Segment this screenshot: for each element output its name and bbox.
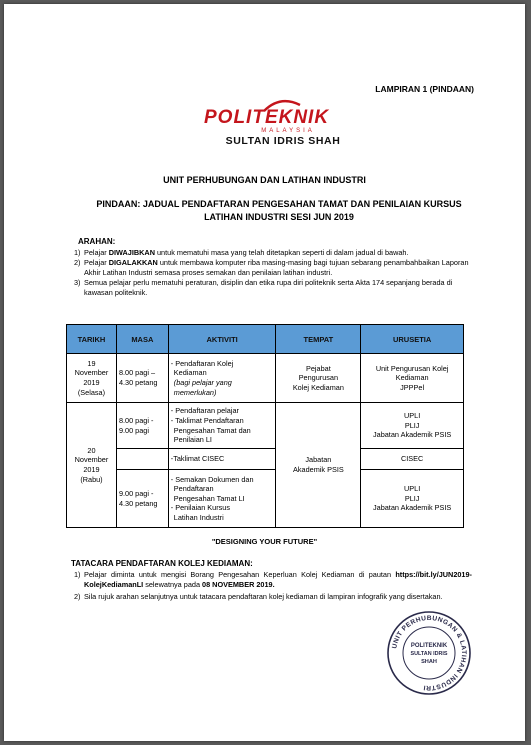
list-item: 3) Semua pelajar perlu mematuhi peraturan, disiplin dan etika rupa diri politeknik serta Akta 174 sepanjang berada di kawasan politeknik.: [74, 278, 453, 297]
table-row: [67, 470, 464, 528]
list-item: 1) Pelajar diminta untuk mengisi Borang Pengesahan Keperluan Kolej Kediaman di pautan https://bit.ly/JUN2019-KolejKediamanLI selewatnya pada 08 NOVEMBER 2019.: [74, 570, 472, 589]
list-item: 2) Pelajar DIGALAKKAN untuk membawa komputer riba masing-masing bagi tujuan sebarang penambahbaikan Laporan Akhir Latihan Industri semasa proses semakan dan penilaian latihan industri.: [74, 258, 469, 277]
col-header-tarikh: TARIKH: [67, 325, 117, 354]
cell-masa: 8.00 pagi - 9.00 pagi: [116, 403, 168, 449]
svg-text:SULTAN IDRIS: SULTAN IDRIS: [410, 651, 448, 657]
cell-masa: 8.00 pagi – 4.30 petang: [116, 354, 168, 403]
registration-link[interactable]: https://bit.ly/JUN2019-KolejKediamanLI: [84, 570, 472, 589]
cell-urusetia: CISEC: [361, 449, 464, 470]
col-header-tempat: TEMPAT: [276, 325, 361, 354]
pindaan-line-2: LATIHAN INDUSTRI SESI JUN 2019: [204, 212, 354, 222]
logo-swoosh-icon: [262, 99, 302, 113]
col-header-masa: MASA: [116, 325, 168, 354]
pindaan-line-1: PINDAAN: JADUAL PENDAFTARAN PENGESAHAN TAMAT DAN PENILAIAN KURSUS: [96, 199, 462, 209]
unit-title: UNIT PERHUBUNGAN DAN LATIHAN INDUSTRI: [163, 175, 366, 185]
pindaan-title: [64, 198, 494, 224]
logo-malaysia: MALAYSIA: [261, 128, 315, 134]
cell-aktiviti: - Pendaftaran pelajar - Taklimat Pendaftaran Pengesahan Tamat dan Penilaian LI: [168, 403, 276, 449]
cell-urusetia: UPLI PLIJ Jabatan Akademik PSIS: [361, 403, 464, 449]
svg-text:POLITEKNIK: POLITEKNIK: [410, 643, 448, 649]
cell-masa: 9.00 pagi - 4.30 petang: [116, 470, 168, 528]
cell-aktiviti: - Pendaftaran Kolej Kediaman (bagi pelajar yang memerlukan): [168, 354, 276, 403]
cell-aktiviti: -Taklimat CISEC: [168, 449, 276, 470]
svg-text:UNIT PERHUBUNGAN & LATIHAN IND: UNIT PERHUBUNGAN & LATIHAN INDUSTRI: [391, 614, 468, 692]
official-stamp-icon: [386, 610, 472, 696]
logo-sultan-idris-shah: SULTAN IDRIS SHAH: [225, 135, 341, 147]
cell-tempat: Jabatan Akademik PSIS: [276, 403, 361, 528]
cell-tarikh: 20 November 2019 (Rabu): [67, 403, 117, 528]
arahan-heading: ARAHAN:: [78, 237, 116, 246]
motto: "DESIGNING YOUR FUTURE": [211, 537, 318, 546]
cell-tempat: Pejabat Pengurusan Kolej Kediaman: [276, 354, 361, 403]
schedule-table: [66, 324, 464, 528]
cell-masa: [116, 449, 168, 470]
cell-tarikh: 19 November 2019 (Selasa): [67, 354, 117, 403]
tatacara-list: [74, 570, 472, 604]
arahan-list: [74, 248, 474, 298]
cell-urusetia: Unit Pengurusan Kolej Kediaman JPPPel: [361, 354, 464, 403]
col-header-aktiviti: AKTIVITI: [168, 325, 276, 354]
document-page: [4, 4, 525, 741]
cell-aktiviti: - Semakan Dokumen dan Pendaftaran Pengesahan Tamat LI - Penilaian Kursus Latihan Industri: [168, 470, 276, 528]
table-row: [67, 403, 464, 449]
politeknik-logo: [204, 108, 356, 158]
svg-text:SHAH: SHAH: [421, 659, 437, 665]
list-item: 2) Sila rujuk arahan selanjutnya untuk tatacara pendaftaran kolej kediaman di lampiran infografik yang disertakan.: [74, 592, 443, 601]
table-row: [67, 449, 464, 470]
tatacara-heading: TATACARA PENDAFTARAN KOLEJ KEDIAMAN:: [71, 559, 253, 568]
logo-wordmark: POLITEKNIK: [204, 107, 330, 128]
list-item: 1) Pelajar DIWAJIBKAN untuk mematuhi masa yang telah ditetapkan seperti di dalam jadual di bawah.: [74, 248, 409, 257]
lampiran-label: LAMPIRAN 1 (PINDAAN): [375, 84, 474, 94]
col-header-urusetia: URUSETIA: [361, 325, 464, 354]
cell-urusetia: UPLI PLIJ Jabatan Akademik PSIS: [361, 470, 464, 528]
table-header-row: [67, 325, 464, 354]
table-row: [67, 354, 464, 403]
